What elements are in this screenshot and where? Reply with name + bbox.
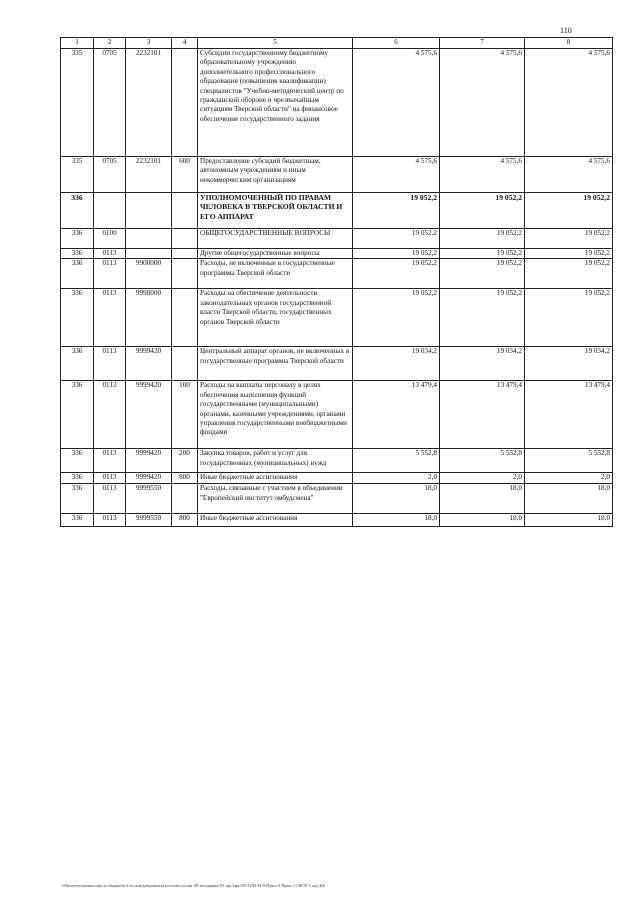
- section-code-cell: 0113: [94, 514, 126, 527]
- amount-year-3-cell: 19 052,2: [525, 249, 613, 259]
- target-article-cell: 9999420: [126, 473, 172, 484]
- expense-type-cell: 800: [172, 473, 198, 484]
- section-code-cell: 0113: [94, 259, 126, 289]
- description-cell: Предоставление субсидий бюджетным, автономным учреждениям и иным некоммерческим организациям: [198, 157, 353, 193]
- target-article-cell: 9999550: [126, 514, 172, 527]
- amount-year-3-cell: 19 052,2: [525, 289, 613, 347]
- amount-year-1-cell: 18,0: [353, 514, 440, 527]
- target-article-cell: 9999420: [126, 449, 172, 473]
- section-code-cell: 0705: [94, 157, 126, 193]
- amount-year-3-cell: 19 052,2: [525, 229, 613, 249]
- code-cell: 336: [61, 229, 94, 249]
- expense-type-cell: [172, 484, 198, 514]
- amount-year-3-cell: 18,0: [525, 484, 613, 514]
- expense-type-cell: 600: [172, 157, 198, 193]
- page-number: 110: [560, 26, 572, 35]
- header-cell: 4: [172, 38, 198, 49]
- table-row: [61, 381, 613, 449]
- amount-year-2-cell: 19 034,2: [440, 347, 525, 381]
- description-cell: Другие общегосударственные вопросы: [198, 249, 353, 259]
- target-article-cell: 9900000: [126, 259, 172, 289]
- section-code-cell: 0705: [94, 49, 126, 157]
- section-code-cell: 0113: [94, 484, 126, 514]
- code-cell: 335: [61, 49, 94, 157]
- section-code-cell: 0113: [94, 289, 126, 347]
- amount-year-3-cell: 4 575,6: [525, 157, 613, 193]
- header-cell: 1: [61, 38, 94, 49]
- code-cell: 336: [61, 381, 94, 449]
- amount-year-3-cell: 19 052,2: [525, 193, 613, 229]
- amount-year-1-cell: 19 052,2: [353, 249, 440, 259]
- expense-type-cell: 800: [172, 514, 198, 527]
- amount-year-1-cell: 5 552,8: [353, 449, 440, 473]
- description-cell: Центральный аппарат органов, не включенных в государственные программы Тверской области: [198, 347, 353, 381]
- expense-type-cell: [172, 193, 198, 229]
- amount-year-3-cell: 19 052,2: [525, 259, 613, 289]
- header-cell: 6: [353, 38, 440, 49]
- target-article-cell: 9990000: [126, 289, 172, 347]
- target-article-cell: 9999420: [126, 381, 172, 449]
- code-cell: 336: [61, 484, 94, 514]
- table-row: [61, 514, 613, 527]
- expense-type-cell: [172, 249, 198, 259]
- target-article-cell: 2232101: [126, 49, 172, 157]
- section-code-cell: 0113: [94, 473, 126, 484]
- file-path-footer: \Fileserver\комиссия по бюджету\Сессии\документы сессии\сессия 49 заседание 01 прг\прг\05\1292-П-5\Прил 4 Прил 11 ВСР 3 год ЗФ: [62, 883, 325, 888]
- expense-type-cell: [172, 347, 198, 381]
- amount-year-2-cell: 18,0: [440, 514, 525, 527]
- amount-year-3-cell: 4 575,6: [525, 49, 613, 157]
- header-cell: 3: [126, 38, 172, 49]
- description-cell: Расходы на выплаты персоналу в целях обеспечения выполнения функций государственными (муниципальными) органами, казенными учреждениями, органами управления государственными внебюджетными фондами: [198, 381, 353, 449]
- table-header-row: [61, 38, 613, 49]
- section-code-cell: 0113: [94, 381, 126, 449]
- amount-year-1-cell: 19 052,2: [353, 193, 440, 229]
- code-cell: 335: [61, 157, 94, 193]
- expense-type-cell: 200: [172, 449, 198, 473]
- amount-year-1-cell: 19 052,2: [353, 289, 440, 347]
- amount-year-2-cell: 18,0: [440, 484, 525, 514]
- target-article-cell: 9999550: [126, 484, 172, 514]
- description-cell: Закупка товаров, работ и услуг для государственных (муниципальных) нужд: [198, 449, 353, 473]
- expense-type-cell: [172, 229, 198, 249]
- expense-type-cell: [172, 259, 198, 289]
- description-cell: УПОЛНОМОЧЕННЫЙ ПО ПРАВАМ ЧЕЛОВЕКА В ТВЕРСКОЙ ОБЛАСТИ И ЕГО АППАРАТ: [198, 193, 353, 229]
- section-code-cell: 0113: [94, 347, 126, 381]
- description-cell: Расходы, связанные с участием в объединении "Европейский институт омбудсмена": [198, 484, 353, 514]
- code-cell: 336: [61, 259, 94, 289]
- amount-year-2-cell: 19 052,2: [440, 289, 525, 347]
- amount-year-2-cell: 19 052,2: [440, 193, 525, 229]
- expense-type-cell: [172, 49, 198, 157]
- header-cell: 8: [525, 38, 613, 49]
- amount-year-3-cell: 13 479,4: [525, 381, 613, 449]
- amount-year-2-cell: 19 052,2: [440, 249, 525, 259]
- amount-year-1-cell: 2,0: [353, 473, 440, 484]
- code-cell: 336: [61, 473, 94, 484]
- description-cell: Иные бюджетные ассигнования: [198, 473, 353, 484]
- amount-year-2-cell: 2,0: [440, 473, 525, 484]
- amount-year-2-cell: 4 575,6: [440, 157, 525, 193]
- target-article-cell: [126, 193, 172, 229]
- code-cell: 336: [61, 449, 94, 473]
- table-row: [61, 259, 613, 289]
- budget-table: [60, 37, 613, 527]
- amount-year-1-cell: 19 052,2: [353, 259, 440, 289]
- section-code-cell: 0113: [94, 249, 126, 259]
- amount-year-2-cell: 13 479,4: [440, 381, 525, 449]
- description-cell: Субсидии государственному бюджетному образовательному учреждению дополнительного профессионального образования (повышения квалификации) специалистов "Учебно-методический центр по гражданской обороне и чрезвычайным ситуациям Тверской области" на финансовое обеспечение государственного задания: [198, 49, 353, 157]
- amount-year-2-cell: 5 552,8: [440, 449, 525, 473]
- table-row: [61, 229, 613, 249]
- header-cell: 7: [440, 38, 525, 49]
- amount-year-1-cell: 4 575,6: [353, 49, 440, 157]
- description-cell: Расходы на обеспечение деятельности законодательных органов государственной власти Тверской области, государственных органов Тверской области: [198, 289, 353, 347]
- table-row: [61, 157, 613, 193]
- code-cell: 336: [61, 347, 94, 381]
- code-cell: 336: [61, 193, 94, 229]
- section-code-cell: 0113: [94, 449, 126, 473]
- amount-year-3-cell: 2,0: [525, 473, 613, 484]
- section-code-cell: 0100: [94, 229, 126, 249]
- amount-year-1-cell: 19 034,2: [353, 347, 440, 381]
- table-row: [61, 193, 613, 229]
- expense-type-cell: 100: [172, 381, 198, 449]
- table-row: [61, 484, 613, 514]
- amount-year-1-cell: 18,0: [353, 484, 440, 514]
- table-row: [61, 249, 613, 259]
- amount-year-3-cell: 19 034,2: [525, 347, 613, 381]
- expense-type-cell: [172, 289, 198, 347]
- amount-year-1-cell: 19 052,2: [353, 229, 440, 249]
- header-cell: 2: [94, 38, 126, 49]
- target-article-cell: [126, 229, 172, 249]
- description-cell: Иные бюджетные ассигнования: [198, 514, 353, 527]
- table-row: [61, 449, 613, 473]
- code-cell: 336: [61, 249, 94, 259]
- target-article-cell: [126, 249, 172, 259]
- amount-year-2-cell: 19 052,2: [440, 259, 525, 289]
- section-code-cell: [94, 193, 126, 229]
- amount-year-2-cell: 4 575,6: [440, 49, 525, 157]
- table-row: [61, 473, 613, 484]
- table-row: [61, 49, 613, 157]
- amount-year-3-cell: 5 552,8: [525, 449, 613, 473]
- table-row: [61, 289, 613, 347]
- amount-year-1-cell: 13 479,4: [353, 381, 440, 449]
- target-article-cell: 9999420: [126, 347, 172, 381]
- description-cell: Расходы, не включенные в государственные программы Тверской области: [198, 259, 353, 289]
- code-cell: 336: [61, 289, 94, 347]
- target-article-cell: 2232101: [126, 157, 172, 193]
- table-row: [61, 347, 613, 381]
- amount-year-1-cell: 4 575,6: [353, 157, 440, 193]
- code-cell: 336: [61, 514, 94, 527]
- header-cell: 5: [198, 38, 353, 49]
- description-cell: ОБЩЕГОСУДАРСТВЕННЫЕ ВОПРОСЫ: [198, 229, 353, 249]
- amount-year-3-cell: 18,0: [525, 514, 613, 527]
- amount-year-2-cell: 19 052,2: [440, 229, 525, 249]
